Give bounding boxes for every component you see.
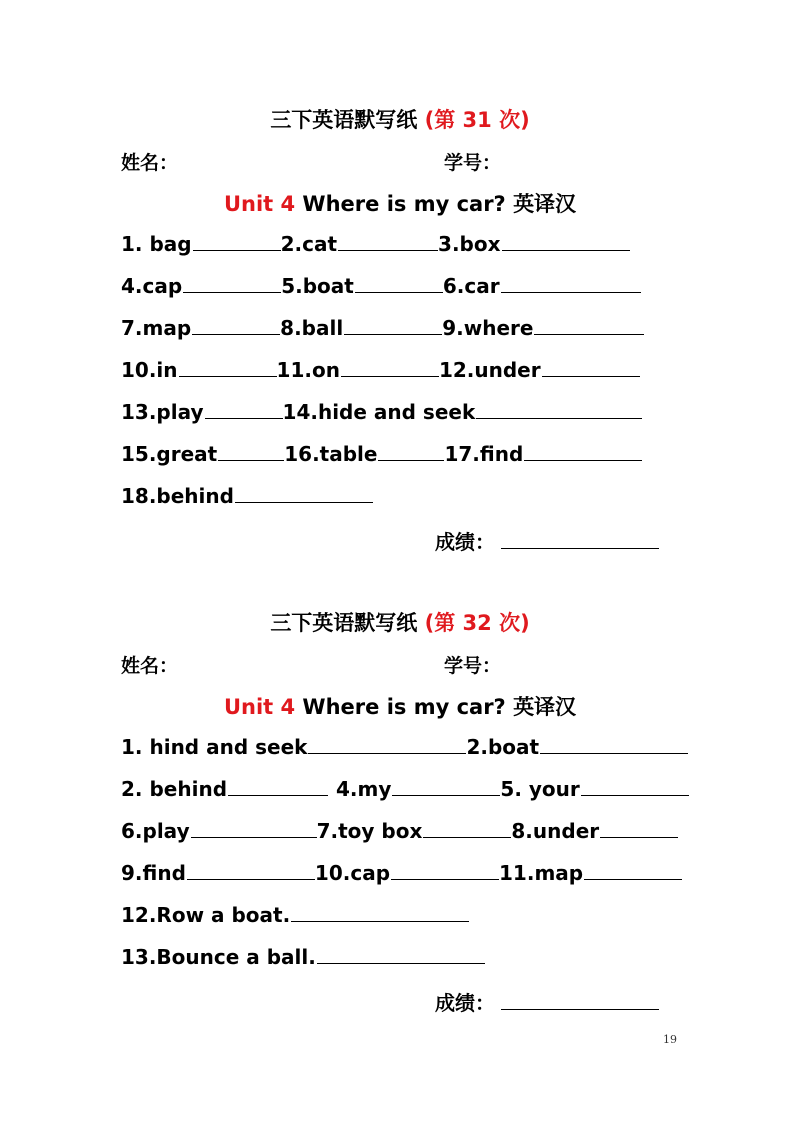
sheet1-word: 8.ball (280, 316, 344, 340)
sheet2-word: 8.under (511, 819, 600, 843)
sheet2-word: 13.Bounce a ball. (121, 945, 316, 969)
sheet2-word: 5. your (500, 777, 580, 801)
sheet2-word: 2. behind (121, 777, 228, 801)
sheet1-row-5 (121, 400, 642, 424)
answer-blank[interactable] (540, 735, 688, 754)
sheet1-unit-title: Where is my car? (302, 192, 506, 216)
answer-blank[interactable] (317, 945, 485, 964)
sheet2-word: 2.boat (466, 735, 540, 759)
answer-blank[interactable] (183, 274, 281, 293)
sheet1-title-text: 三下英语默写纸 (270, 108, 418, 132)
sheet1-word: 15.great (121, 442, 218, 466)
sheet1-score (435, 526, 659, 555)
sheet1-row-1 (121, 232, 630, 256)
sheet2-word: 4.my (336, 777, 392, 801)
sheet1-word: 13.play (121, 400, 204, 424)
sheet2-score-label: 成绩： (435, 991, 495, 1015)
answer-blank[interactable] (191, 819, 317, 838)
answer-blank[interactable] (476, 400, 642, 419)
sheet1-row-7 (121, 484, 373, 508)
sheet2-row-2 (121, 777, 689, 801)
sheet1-row-6 (121, 442, 642, 466)
answer-blank[interactable] (392, 777, 500, 796)
sheet2-unit-title: Where is my car? (302, 695, 506, 719)
sheet2-word: 1. hind and seek (121, 735, 308, 759)
answer-blank[interactable] (341, 358, 439, 377)
sheet1-word: 7.map (121, 316, 192, 340)
sheet2-word: 10.cap (314, 861, 391, 885)
sheet1-word: 11.on (276, 358, 340, 382)
sheet1-row-3 (121, 316, 644, 340)
sheet1-title-count: (第 31 次) (424, 108, 530, 132)
sheet2-title (0, 607, 800, 637)
sheet2-word: 12.Row a boat. (121, 903, 291, 927)
answer-blank[interactable] (218, 442, 284, 461)
sheet2-unit-label: Unit 4 (223, 695, 296, 719)
score-blank[interactable] (501, 991, 659, 1010)
sheet1-word: 4.cap (121, 274, 183, 298)
sheet1-word: 3.box (438, 232, 501, 256)
sheet2-row-4 (121, 861, 682, 885)
sheet2-row-5 (121, 903, 469, 927)
answer-blank[interactable] (391, 861, 499, 880)
sheet1-word: 1. bag (121, 232, 192, 256)
sheet2-name-label: 姓名： (121, 655, 179, 677)
sheet1-row-2 (121, 274, 641, 298)
answer-blank[interactable] (581, 777, 689, 796)
answer-blank[interactable] (338, 232, 438, 251)
answer-blank[interactable] (423, 819, 511, 838)
sheet1-unit-mode: 英译汉 (513, 192, 577, 216)
sheet2-row-6 (121, 945, 485, 969)
answer-blank[interactable] (542, 358, 640, 377)
answer-blank[interactable] (308, 735, 466, 754)
sheet1-id-label: 学号： (444, 152, 502, 174)
sheet1-word: 9.where (442, 316, 534, 340)
answer-blank[interactable] (193, 232, 281, 251)
sheet1-score-label: 成绩： (435, 530, 495, 554)
sheet1-row-4 (121, 358, 640, 382)
answer-blank[interactable] (235, 484, 373, 503)
sheet1-word: 5.boat (281, 274, 354, 298)
sheet1-title (0, 104, 800, 134)
sheet2-unit-mode: 英译汉 (513, 695, 577, 719)
sheet1-name-label: 姓名： (121, 152, 179, 174)
sheet2-title-text: 三下英语默写纸 (270, 611, 418, 635)
sheet2-word: 9.find (121, 861, 186, 885)
answer-blank[interactable] (600, 819, 678, 838)
sheet2-row-3 (121, 819, 678, 843)
sheet1-word: 10.in (121, 358, 178, 382)
answer-blank[interactable] (179, 358, 277, 377)
sheet2-row-1 (121, 735, 688, 759)
sheet1-word: 14.hide and seek (282, 400, 476, 424)
answer-blank[interactable] (344, 316, 442, 335)
answer-blank[interactable] (355, 274, 443, 293)
sheet1-word: 18.behind (121, 484, 234, 508)
sheet2-word: 7.toy box (316, 819, 423, 843)
answer-blank[interactable] (502, 232, 630, 251)
answer-blank[interactable] (205, 400, 283, 419)
sheet2-id-label: 学号： (444, 655, 502, 677)
answer-blank[interactable] (534, 316, 644, 335)
answer-blank[interactable] (584, 861, 682, 880)
sheet2-word: 6.play (121, 819, 190, 843)
sheet2-unit-heading (0, 691, 800, 721)
sheet1-word: 2.cat (280, 232, 338, 256)
answer-blank[interactable] (501, 274, 641, 293)
sheet2-title-count: (第 32 次) (424, 611, 530, 635)
answer-blank[interactable] (378, 442, 444, 461)
sheet1-word: 17.find (444, 442, 524, 466)
answer-blank[interactable] (228, 777, 328, 796)
sheet1-word: 16.table (284, 442, 378, 466)
answer-blank[interactable] (187, 861, 315, 880)
page-number: 19 (663, 1033, 677, 1046)
sheet1-word: 6.car (442, 274, 500, 298)
answer-blank[interactable] (524, 442, 642, 461)
answer-blank[interactable] (192, 316, 280, 335)
sheet1-word: 12.under (438, 358, 541, 382)
answer-blank[interactable] (291, 903, 469, 922)
sheet2-word: 11.map (499, 861, 584, 885)
sheet1-unit-heading (0, 188, 800, 218)
sheet1-unit-label: Unit 4 (223, 192, 296, 216)
sheet2-score (435, 987, 659, 1016)
score-blank[interactable] (501, 530, 659, 549)
